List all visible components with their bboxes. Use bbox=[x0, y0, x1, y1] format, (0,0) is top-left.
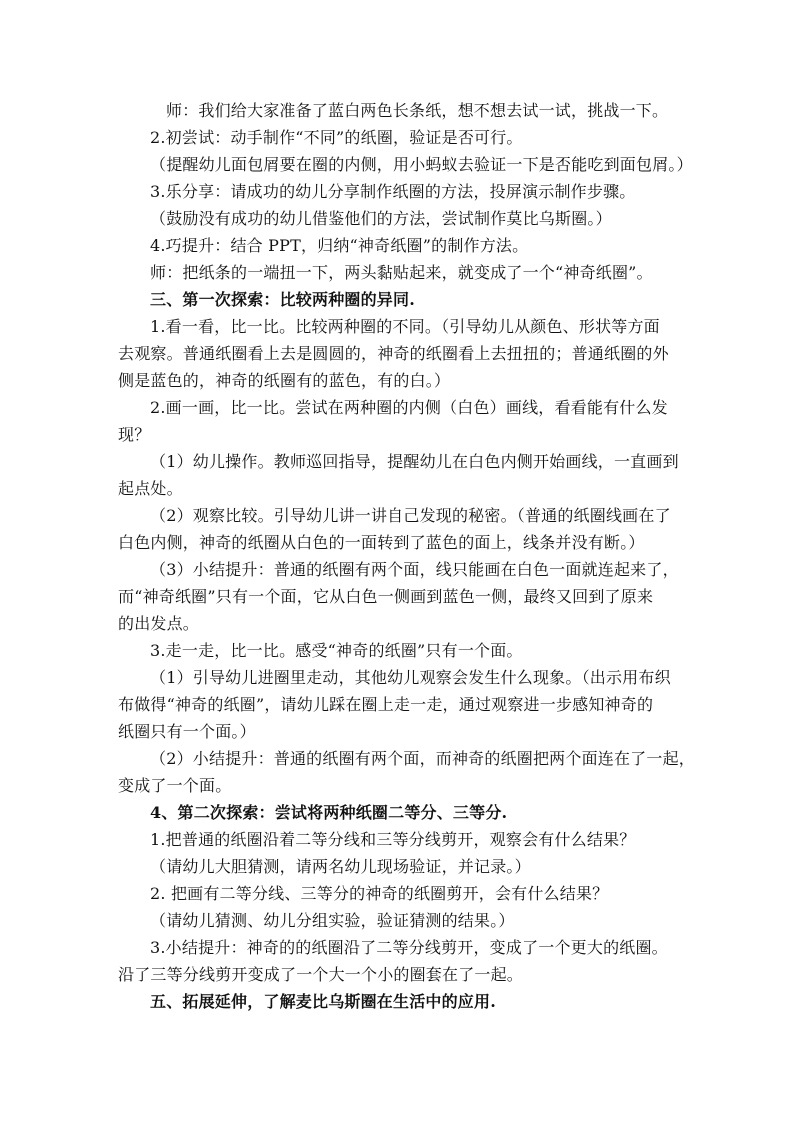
paragraph-line: （1）幼儿操作。教师巡回指导，提醒幼儿在白色内侧开始画线，一直画到 bbox=[150, 452, 679, 471]
paragraph-line: （鼓励没有成功的幼儿借鉴他们的方法，尝试制作莫比乌斯圈。） bbox=[150, 209, 612, 228]
paragraph-line: 2.画一画，比一比。尝试在两种圈的内侧（白色）画线，看看能有什么发 bbox=[150, 398, 668, 417]
section-heading: 三、第一次探索：比较两种圈的异同. bbox=[150, 290, 415, 309]
paragraph-line: 2. 把画有二等分线、三等分的神奇的纸圈剪开，会有什么结果？ bbox=[150, 884, 609, 903]
paragraph-line: 2.初尝试：动手制作“不同”的纸圈，验证是否可行。 bbox=[150, 128, 523, 147]
paragraph-line: （提醒幼儿面包屑要在圈的内侧，用小蚂蚁去验证一下是否能吃到面包屑。） bbox=[150, 155, 693, 174]
paragraph-line: 侧是蓝色的，神奇的纸圈有的蓝色，有的白。） bbox=[118, 371, 451, 390]
paragraph-line: 现？ bbox=[118, 425, 151, 444]
paragraph-line: 纸圈只有一个面。） bbox=[118, 722, 256, 741]
section-heading: 4、第二次探索：尝试将两种纸圈二等分、三等分. bbox=[150, 803, 508, 822]
paragraph-line: 3.乐分享：请成功的幼儿分享制作纸圈的方法，投屏演示制作步骤。 bbox=[150, 182, 636, 201]
paragraph-line: 师：把纸条的一端扭一下，两头黏贴起来，就变成了一个“神奇纸圈”。 bbox=[150, 263, 653, 282]
paragraph-line: 的出发点。 bbox=[118, 614, 200, 633]
paragraph-line: 布做得“神奇的纸圈”，请幼儿踩在圈上走一走，通过观察进一步感知神奇的 bbox=[118, 695, 654, 714]
section-heading: 五、拓展延伸，了解麦比乌斯圈在生活中的应用. bbox=[150, 992, 496, 1011]
paragraph-line: 起点处。 bbox=[118, 479, 183, 498]
paragraph-line: 1.看一看，比一比。比较两种圈的不同。（引导幼儿从颜色、形状等方面 bbox=[150, 317, 660, 336]
paragraph-line: 师：我们给大家准备了蓝白两色长条纸，想不想去试一试，挑战一下。 bbox=[166, 101, 669, 120]
paragraph-line: （2）小结提升：普通的纸圈有两个面，而神奇的纸圈把两个面连在了一起， bbox=[150, 749, 695, 768]
paragraph-line: 3.走一走，比一比。感受“神奇的纸圈”只有一个面。 bbox=[150, 641, 523, 660]
paragraph-line: （2）观察比较。引导幼儿讲一讲自己发现的秘密。（普通的纸圈线画在了 bbox=[150, 506, 671, 525]
paragraph-line: （请幼儿猜测、幼儿分组实验，验证猜测的结果。） bbox=[150, 911, 515, 930]
paragraph-line: （请幼儿大胆猜测，请两名幼儿现场验证，并记录。） bbox=[150, 857, 531, 876]
paragraph-line: 去观察。普通纸圈看上去是圆圆的，神奇的纸圈看上去扭扭的；普通纸圈的外 bbox=[118, 344, 669, 363]
paragraph-line: 白色内侧，神奇的纸圈从白色的一面转到了蓝色的面上，线条并没有断。） bbox=[118, 533, 645, 552]
paragraph-line: 3.小结提升：神奇的的纸圈沿了二等分线剪开，变成了一个更大的纸圈。 bbox=[150, 938, 668, 957]
paragraph-line: 4.巧提升：结合 PPT，归纳“神奇纸圈”的制作方法。 bbox=[150, 236, 529, 255]
paragraph-line: 1.把普通的纸圈沿着二等分线和三等分线剪开，观察会有什么结果？ bbox=[150, 830, 636, 849]
paragraph-line: 变成了一个面。 bbox=[118, 776, 232, 795]
paragraph-line: （1）引导幼儿进圈里走动，其他幼儿观察会发生什么现象。（出示用布织 bbox=[150, 668, 671, 687]
paragraph-line: 沿了三等分线剪开变成了一个大一个小的圈套在了一起。 bbox=[118, 965, 524, 984]
paragraph-line: （3）小结提升：普通的纸圈有两个面，线只能画在白色一面就连起来了， bbox=[150, 560, 679, 579]
paragraph-line: 而“神奇纸圈”只有一个面，它从白色一侧画到蓝色一侧，最终又回到了原来 bbox=[118, 587, 654, 606]
